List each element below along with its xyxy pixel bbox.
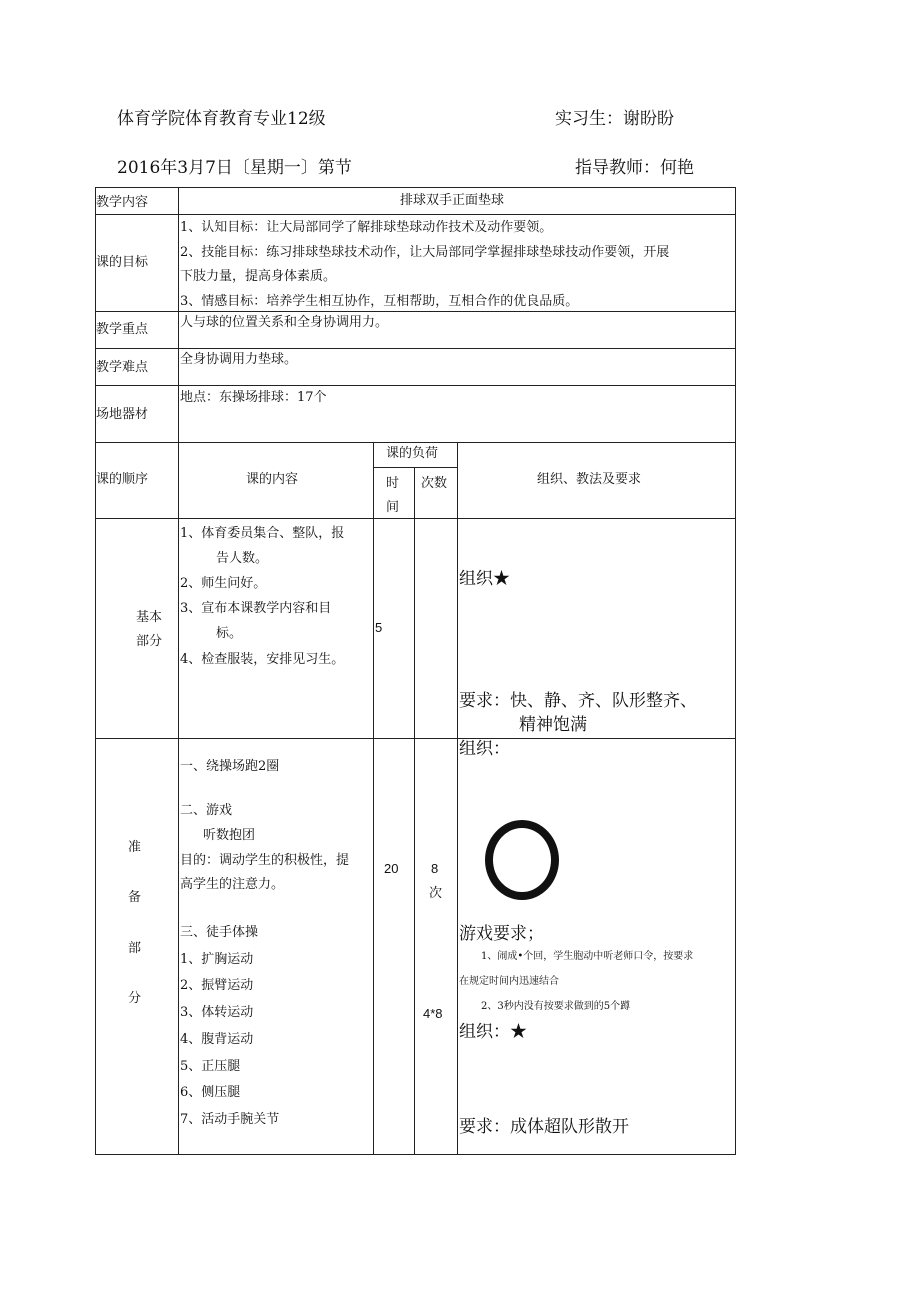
game-requirement-title: 游戏要求； bbox=[459, 924, 544, 944]
lesson-date: 2016年3月7日〔星期一〕第节 bbox=[117, 158, 352, 178]
basic-item: 4、检查服装，安排见习生。 bbox=[180, 652, 345, 667]
order-header: 课的顺序 bbox=[96, 472, 149, 487]
exercise-item: 4、腹背运动 bbox=[180, 1032, 254, 1047]
org-header: 组织、教法及要求 bbox=[537, 472, 642, 487]
basic-time: 5 bbox=[375, 620, 383, 635]
difficulty-value: 全身协调用力垫球。 bbox=[180, 352, 298, 367]
key-label: 教学重点 bbox=[96, 322, 149, 337]
prep-item: 一、绕操场跑2圈 bbox=[180, 759, 280, 774]
content-header: 课的内容 bbox=[246, 472, 299, 487]
time-header: 时 bbox=[386, 476, 400, 491]
exercise-item: 3、体转运动 bbox=[180, 1005, 254, 1020]
goal-line: 下肢力量，提高身体素质。 bbox=[180, 269, 337, 284]
basic-label: 部分 bbox=[136, 634, 163, 649]
basic-item: 告人数。 bbox=[216, 551, 269, 566]
school-title: 体育学院体育教育专业12级 bbox=[117, 109, 326, 129]
goal-line: 1、认知目标：让大局部同学了解排球垫球动作技术及动作要领。 bbox=[180, 220, 553, 235]
game-purpose-cont: 高学生的注意力。 bbox=[180, 877, 285, 892]
prep-label: 部 bbox=[128, 941, 142, 956]
game-name: 听数抱团 bbox=[203, 828, 256, 843]
exercise-item: 5、正压腿 bbox=[180, 1059, 241, 1074]
venue-value: 地点：东操场排球：17个 bbox=[180, 390, 327, 405]
exercise-requirement: 要求：成体超队形散开 bbox=[459, 1117, 629, 1137]
time-header: 间 bbox=[386, 500, 400, 515]
goal-line: 3、情感目标：培养学生相互协作，互相帮助，互相合作的优良品质。 bbox=[180, 294, 579, 309]
advisor-name: 指导教师：何艳 bbox=[575, 158, 694, 178]
goal-line: 2、技能目标：练习排球垫球技术动作，让大局部同学掌握排球垫球技动作要领，开展 bbox=[180, 245, 670, 260]
prep-label: 备 bbox=[128, 890, 142, 905]
prep-time: 20 bbox=[384, 861, 399, 876]
difficulty-label: 教学难点 bbox=[96, 360, 149, 375]
game-rule: 2、3秒内没有按要求做到的5个蹲 bbox=[481, 1001, 631, 1012]
basic-label: 基本 bbox=[136, 610, 163, 625]
prep-count: 8 bbox=[431, 861, 439, 876]
exercise-item: 1、扩胸运动 bbox=[180, 952, 254, 967]
prep-count-unit: 次 bbox=[429, 886, 443, 901]
goals-label: 课的目标 bbox=[96, 255, 149, 270]
basic-item: 2、师生问好。 bbox=[180, 576, 267, 591]
exercise-item: 6、侧压腿 bbox=[180, 1085, 241, 1100]
count-header: 次数 bbox=[421, 476, 448, 491]
exercise-org-title: 组织：★ bbox=[459, 1022, 527, 1042]
content-value: 排球双手正面垫球 bbox=[400, 193, 505, 208]
prep-label: 准 bbox=[128, 840, 142, 855]
prep-label: 分 bbox=[128, 991, 142, 1006]
load-header: 课的负荷 bbox=[386, 446, 439, 461]
prep-item: 二、游戏 bbox=[180, 803, 233, 818]
content-label: 教学内容 bbox=[96, 195, 149, 210]
exercise-item: 7、活动手腕关节 bbox=[180, 1112, 280, 1127]
intern-name: 实习生：谢盼盼 bbox=[555, 109, 674, 129]
basic-item: 1、体育委员集合、整队，报 bbox=[180, 526, 345, 541]
game-rule-cont: 在规定时间内迅速结合 bbox=[459, 976, 559, 987]
exercise-item: 2、振臂运动 bbox=[180, 978, 254, 993]
venue-label: 场地器材 bbox=[96, 407, 149, 422]
game-rule: 1、闹成•个回，学生胞动中听老师口令，按要求 bbox=[481, 951, 694, 962]
exercise-count: 4*8 bbox=[423, 1006, 443, 1021]
game-purpose: 目的：调动学生的积极性，提 bbox=[180, 853, 350, 868]
basic-requirement: 要求：快、静、齐、队形整齐、 bbox=[459, 691, 697, 711]
basic-requirement-cont: 精神饱满 bbox=[519, 715, 587, 735]
key-value: 人与球的位置关系和全身协调用力。 bbox=[180, 315, 389, 330]
basic-item: 3、宣布本课教学内容和目 bbox=[180, 601, 332, 616]
prep-org-title: 组织： bbox=[459, 739, 510, 759]
circle-formation bbox=[485, 820, 559, 900]
basic-org-title: 组织★ bbox=[459, 569, 510, 589]
prep-item: 三、徒手体操 bbox=[180, 925, 259, 940]
basic-item: 标。 bbox=[216, 626, 243, 641]
